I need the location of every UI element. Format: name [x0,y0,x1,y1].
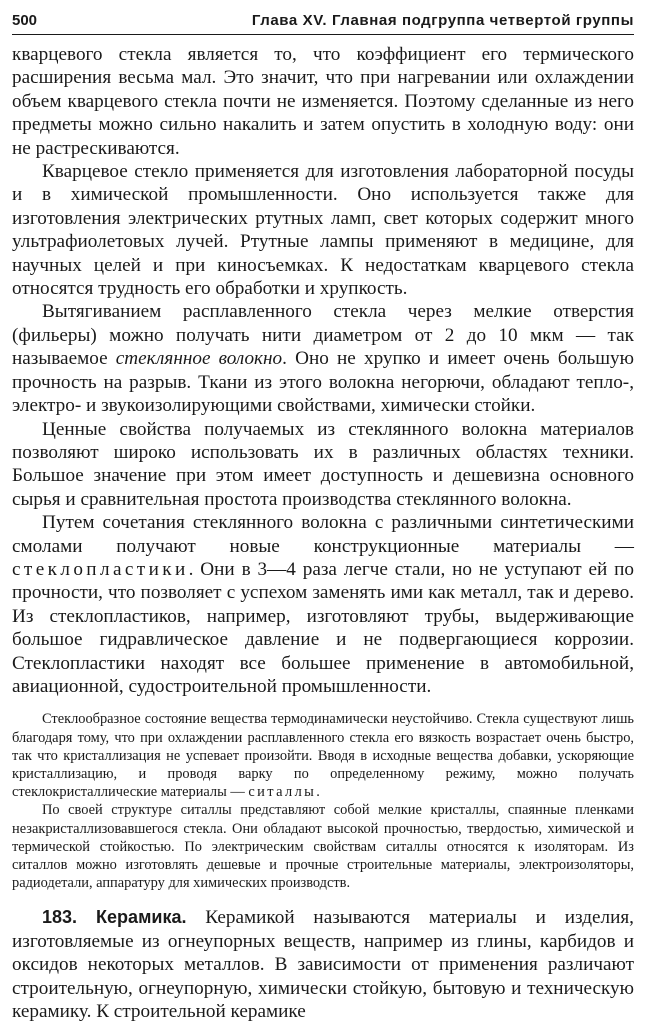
paragraph-glass-fiber-before: Вытягиванием расплавленного стекла через мелкие отверстия (фильеры) можно получать нити диаметром от 2 до 10 мкм — так называемое [12,301,634,370]
paragraph-fiberglass-after: . Они в 3—4 раза легче стали, но не уступают ей по прочности, что позволяет с успехом заменять ими как металл, так и дерево. Из стеклопластиков, например, изготовляют трубы, выдерживающие большое гидравлическое давление и не подвергающиеся коррозии. Стеклопластики находят все большее применение в автомобильной, авиационной, судостроительной промышленности. [12,558,634,697]
book-page [12,10,634,1023]
paragraph-glass-fiber [12,300,634,417]
small-paragraph-glass-state-after: . [316,784,320,801]
section-ceramics [12,906,634,1023]
chapter-title: Глава XV. Главная подгруппа четвертой группы [251,12,634,29]
small-print-block [12,710,634,892]
running-head [12,10,634,35]
paragraph-quartz-uses: Кварцевое стекло применяется для изготовления лабораторной посуды и в химической промышленности. Оно используется также для изготовления электрических ртутных ламп, свет которых содержит много ультрафиолетовых лучей. Ртутные лампы применяют в медицине, для научных целей и при киносъемках. К недостаткам кварцевого стекла относятся трудность его обработки и хрупкость. [12,161,634,300]
paragraph-fiber-properties: Ценные свойства получаемых из стеклянного волокна материалов позволяют широко использовать их в различных областях техники. Большое значение при этом имеет доступность и дешевизна основного сырья и сравнительная простота производства стеклянного волокна. [12,418,634,510]
small-paragraph-glass-state-before: Стеклообразное состояние вещества термодинамически неустойчиво. Стекла существуют лишь благодаря тому, что при охлаждении расплавленного стекла его вязкость возрастает очень быстро, так что кристаллизация не успевает произойти. Вводя в исходные вещества добавки, ускоряющие кристаллизацию, и проводя варку по определенному режиму, можно получать стеклокристаллические материалы — [12,711,634,801]
paragraph-glass-fiber-after: . Оно не хрупко и имеет очень большую прочность на разрыв. Ткани из этого волокна негорючи, обладают тепло-, электро- и звукоизолирующими свойствами, химически стойки. [12,348,634,417]
term-sitalls: ситаллы [248,784,317,801]
section-ceramics-text: Керамикой называются материалы и изделия, изготовляемые из огнеупорных веществ, например из глины, карбидов и оксидов некоторых металлов. В зависимости от применения различают строительную, огнеупорную, химически стойкую, бытовую и техническую керамику. К строительной керамике [12,907,634,1023]
small-paragraph-glass-state [12,710,634,801]
paragraph-fiberglass [12,511,634,698]
small-paragraph-sitall-structure: По своей структуре ситаллы представляют собой мелкие кристаллы, спаянные пленками незакристаллизовавшегося стекла. Они обладают высокой прочностью, твердостью, химической и термической стойкостью. По электрическим свойствам ситаллы относятся к изоляторам. Из ситаллов можно изготовлять дешевые и прочные строительные материалы, электроизоляторы, радиодетали, аппаратуру для химических производств. [12,802,634,892]
paragraph-fiberglass-before: Путем сочетания стеклянного волокна с различными синтетическими смолами получают новые конструкционные материалы — [12,512,634,557]
paragraph-quartz-expansion: кварцевого стекла является то, что коэффициент его термического расширения весьма мал. Это значит, что при нагревании или охлаждении объем кварцевого стекла почти не изменяется. Поэтому сделанные из него предметы можно сильно накалить и затем опустить в холодную воду: они не растрескиваются. [12,44,634,159]
section-heading: 183. Керамика. [42,907,187,928]
term-fiberglass: стеклопластики [12,558,189,580]
page-number: 500 [12,12,38,29]
term-glass-fiber: стеклянное волокно [115,348,283,370]
